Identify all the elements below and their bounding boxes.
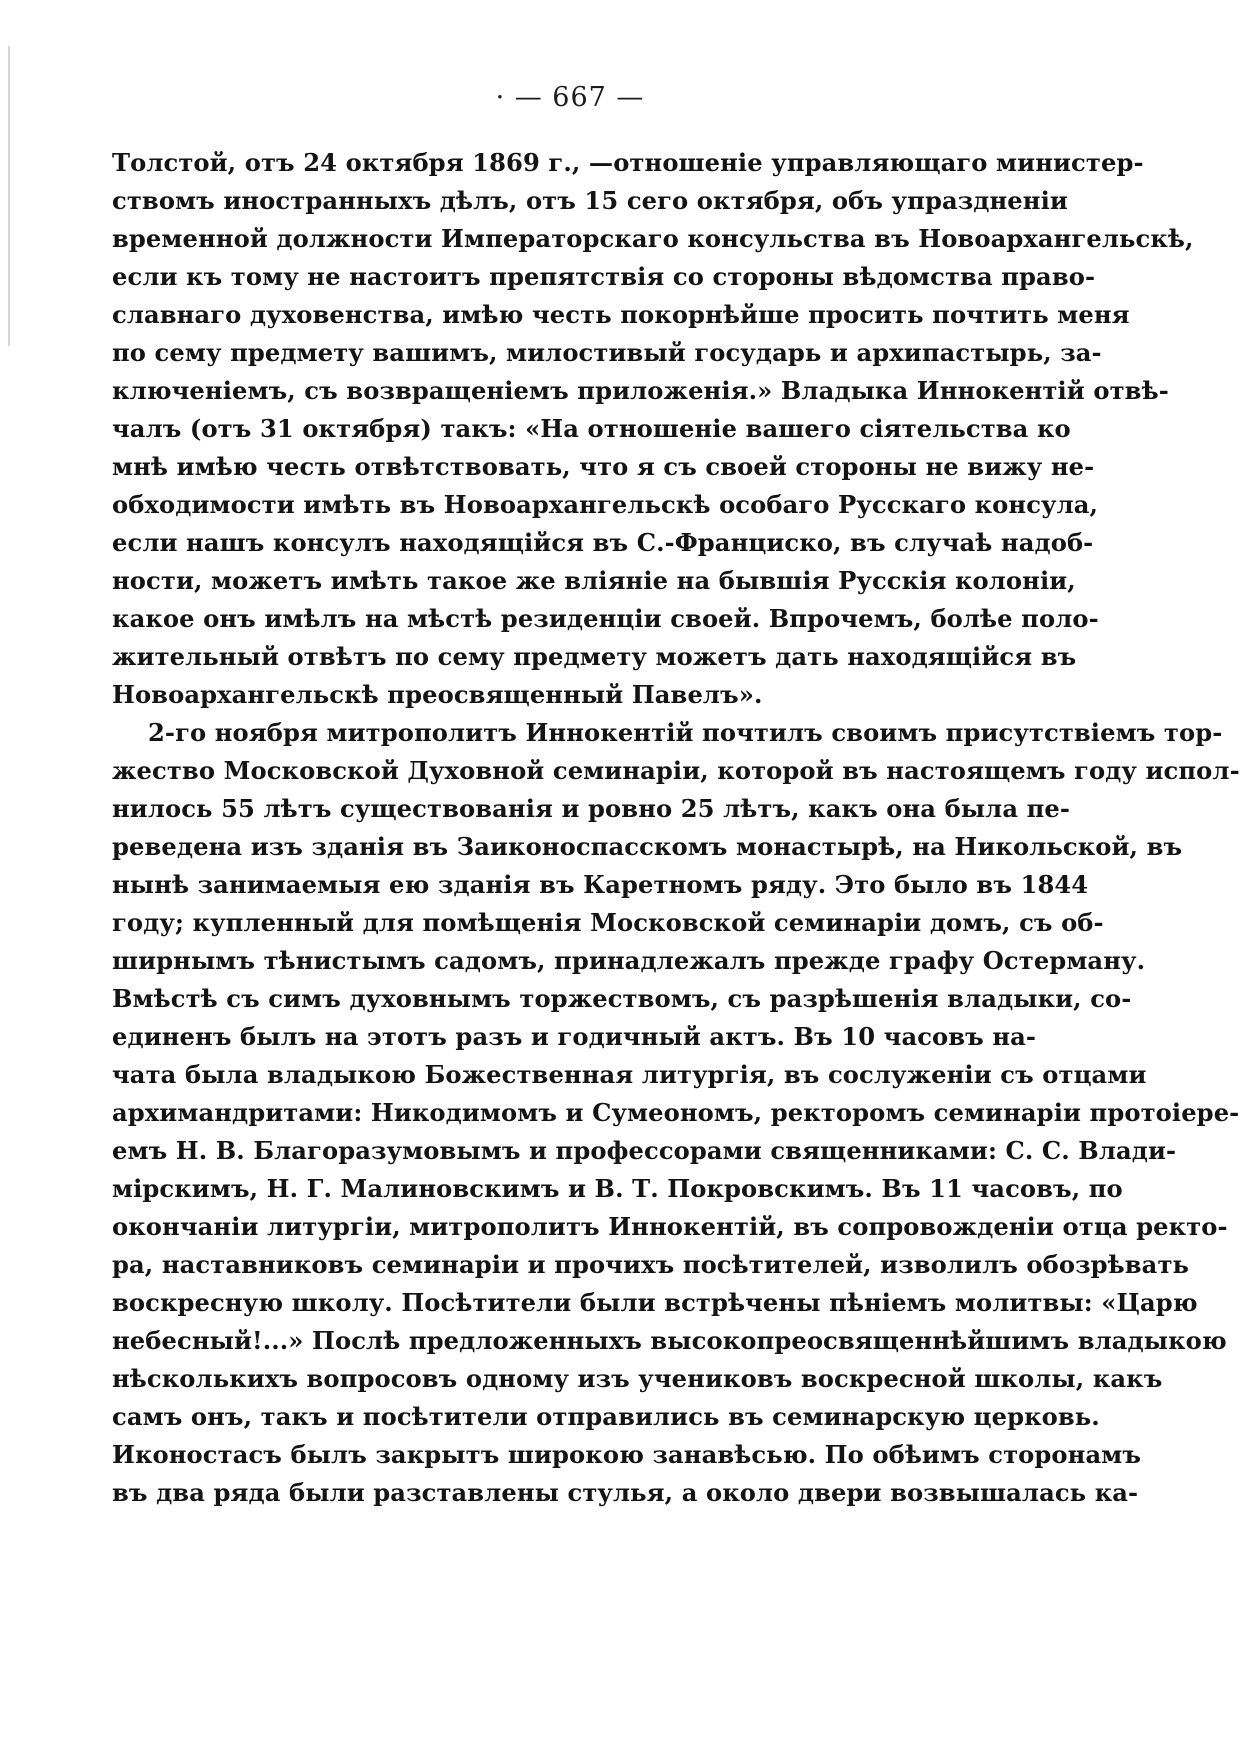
text-line: ширнымъ тѣнистымъ садомъ, принадлежалъ прежде графу Остерману. [112, 946, 1146, 975]
paragraph-seminary-celebration [112, 714, 1240, 1512]
text-line: по сему предмету вашимъ, милостивый государь и архипастырь, за- [112, 338, 1102, 367]
text-line: воскресную школу. Посѣтители были встрѣчены пѣніемъ молитвы: «Царю [112, 1288, 1198, 1317]
body-text [112, 144, 1240, 1512]
text-line: славнаго духовенства, имѣю честь покорнѣйше просить почтить меня [112, 300, 1130, 329]
text-line: мірскимъ, Н. Г. Малиновскимъ и В. Т. Покровскимъ. Въ 11 часовъ, по [112, 1174, 1123, 1203]
text-line: единенъ былъ на этотъ разъ и годичный актъ. Въ 10 часовъ на- [112, 1022, 1037, 1051]
text-line: 2-го ноября митрополитъ Иннокентій почтилъ своимъ присутствіемъ тор- [148, 718, 1223, 747]
text-line: архимандритами: Никодимомъ и Сумеономъ, ректоромъ семинаріи протоіере- [112, 1098, 1240, 1127]
text-line: нѣсколькихъ вопросовъ одному изъ учениковъ воскресной школы, какъ [112, 1364, 1163, 1393]
text-line: Вмѣстѣ съ симъ духовнымъ торжествомъ, съ разрѣшенія владыки, со- [112, 984, 1132, 1013]
text-line: самъ онъ, такъ и посѣтители отправились въ семинарскую церковь. [112, 1402, 1100, 1431]
text-line: обходимости имѣть въ Новоархангельскѣ особаго Русскаго консула, [112, 490, 1099, 519]
text-line: ключеніемъ, съ возвращеніемъ приложенія.» Владыка Иннокентій отвѣ- [112, 376, 1169, 405]
text-line: нынѣ занимаемыя ею зданія въ Каретномъ ряду. Это было въ 1844 [112, 870, 1089, 899]
text-line: Новоархангельскѣ преосвященный Павелъ». [112, 680, 763, 709]
text-line: ности, можетъ имѣть такое же вліяніе на бывшія Русскія колоніи, [112, 566, 1076, 595]
text-line: какое онъ имѣлъ на мѣстѣ резиденціи своей. Впрочемъ, болѣе поло- [112, 604, 1099, 633]
text-line: емъ Н. В. Благоразумовымъ и профессорами священниками: С. С. Влади- [112, 1136, 1177, 1165]
text-line: мнѣ имѣю честь отвѣтствовать, что я съ своей стороны не вижу не- [112, 452, 1095, 481]
text-line: если къ тому не настоитъ препятствія со стороны вѣдомства право- [112, 262, 1096, 291]
text-line: чата была владыкою Божественная литургія, въ сослуженіи съ отцами [112, 1060, 1147, 1089]
text-line: жество Московской Духовной семинаріи, которой въ настоящемъ году испол- [112, 756, 1240, 785]
text-line: жительный отвѣтъ по сему предмету можетъ дать находящійся въ [112, 642, 1077, 671]
text-line: небесный!...» Послѣ предложенныхъ высокопреосвященнѣйшимъ владыкою [112, 1326, 1227, 1355]
text-line: году; купленный для помѣщенія Московской семинаріи домъ, съ об- [112, 908, 1104, 937]
text-line: чалъ (отъ 31 октября) такъ: «На отношеніе вашего сіятельства ко [112, 414, 1071, 443]
paragraph-consul-letter [112, 144, 1194, 714]
text-line: въ два ряда были разставлены стулья, а около двери возвышалась ка- [112, 1478, 1139, 1507]
text-line: Толстой, отъ 24 октября 1869 г., —отношеніе управляющаго министер- [112, 148, 1144, 177]
text-line: ствомъ иностранныхъ дѣлъ, отъ 15 сего октября, объ упраздненіи [112, 186, 1068, 215]
text-line: окончаніи литургіи, митрополитъ Иннокентій, въ сопровожденіи отца ректо- [112, 1212, 1228, 1241]
text-line: Иконостасъ былъ закрытъ широкою занавѣсью. По обѣимъ сторонамъ [112, 1440, 1141, 1469]
text-line: временной должности Императорскаго консульства въ Новоархангельскѣ, [112, 224, 1194, 253]
text-line: реведена изъ зданія въ Заиконоспасскомъ монастырѣ, на Никольской, въ [112, 832, 1183, 861]
page-number: · — 667 — [495, 82, 645, 113]
text-line: нилось 55 лѣтъ существованія и ровно 25 лѣтъ, какъ она была пе- [112, 794, 1071, 823]
text-line: если нашъ консулъ находящійся въ С.-Франциско, въ случаѣ надоб- [112, 528, 1094, 557]
text-line: ра, наставниковъ семинаріи и прочихъ посѣтителей, изволилъ обозрѣвать [112, 1250, 1190, 1279]
